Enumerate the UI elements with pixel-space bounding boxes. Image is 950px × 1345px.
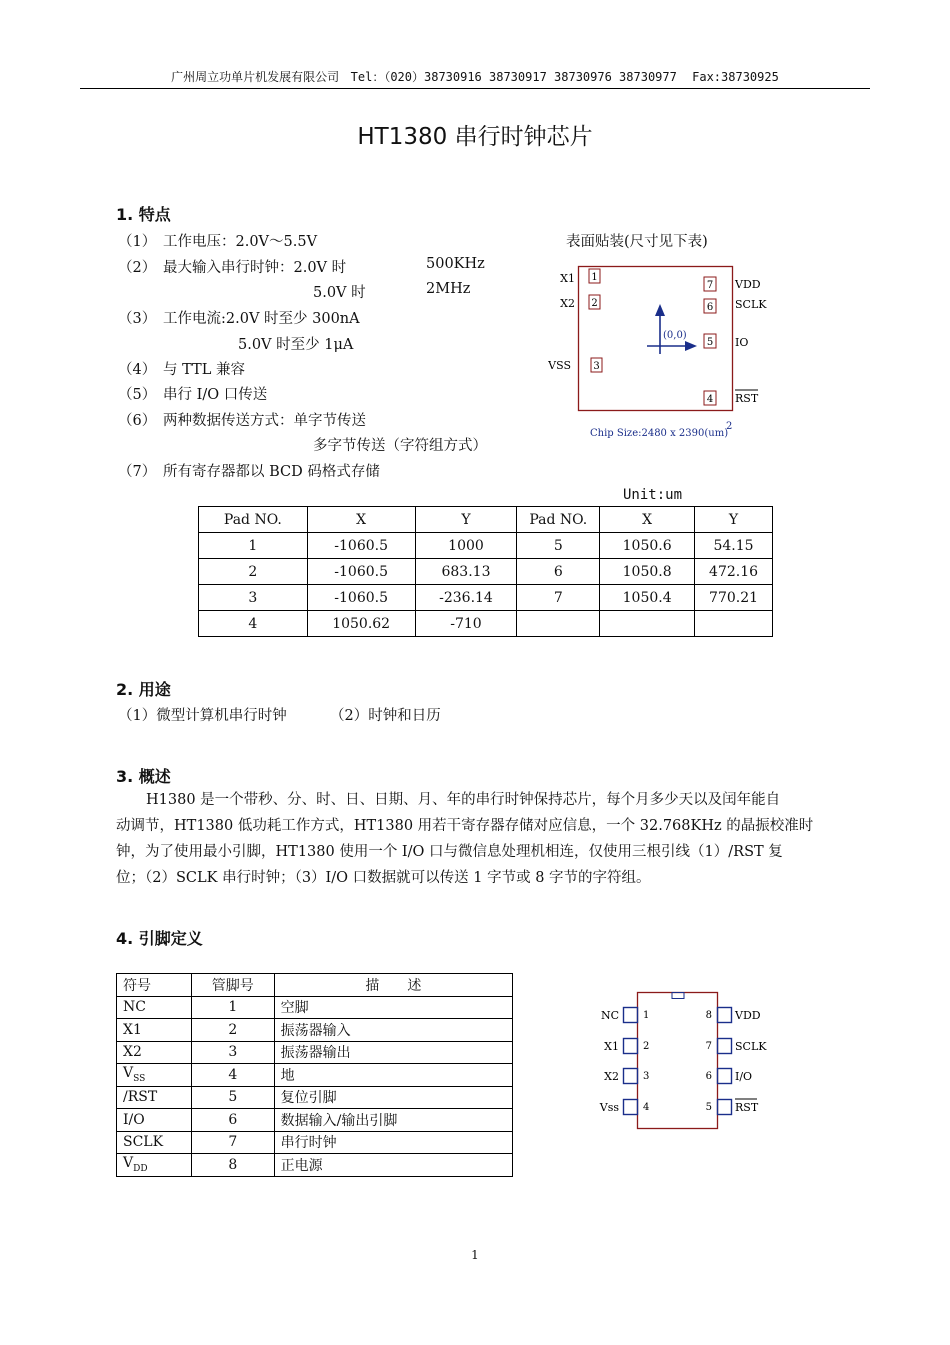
dip-right-label: SCLK — [735, 1040, 767, 1053]
label-vss: VSS — [548, 359, 571, 372]
pin-symbol-text: V — [123, 1065, 134, 1082]
dip-package-diagram — [595, 986, 785, 1136]
pad-7-number: 7 — [706, 280, 714, 291]
dip-right-num: 6 — [705, 1071, 712, 1082]
table-cell: 1000 — [415, 533, 517, 559]
pad-4-number: 4 — [706, 394, 714, 405]
header-rule — [80, 88, 870, 89]
pad-3-number: 3 — [593, 361, 600, 372]
overview-paragraph — [116, 787, 876, 891]
pin-symbol-subscript: SS — [133, 1074, 146, 1085]
pin-number: 1 — [191, 996, 274, 1019]
pin-def-heading: 4. 引脚定义 — [116, 929, 203, 948]
table-row — [117, 1131, 513, 1154]
feature-text: 与 TTL 兼容 — [163, 362, 245, 378]
table-header-row — [117, 974, 513, 997]
pin-number: 3 — [191, 1041, 274, 1064]
table-row — [199, 533, 773, 559]
feature-text: 5.0V 时至少 1μA — [238, 337, 354, 353]
feature-text: 工作电压：2.0V～5.5V — [163, 234, 318, 250]
dip-right-label: I/O — [735, 1070, 753, 1083]
table-row — [117, 1086, 513, 1109]
table-header-row — [199, 507, 773, 533]
pin-description: 振荡器输出 — [274, 1041, 512, 1064]
pin-number: 7 — [191, 1131, 274, 1154]
header-cell: Pad NO. — [199, 507, 308, 533]
pin-symbol-text: V — [123, 1155, 134, 1172]
pin-symbol — [117, 996, 192, 1019]
chip-pad-diagram — [540, 258, 780, 448]
label-sclk: SCLK — [735, 298, 767, 311]
dip-pin-8 — [718, 1008, 732, 1023]
feature-text: 多字节传送（字符组方式） — [313, 438, 487, 454]
dip-right-label: RST — [735, 1101, 759, 1114]
pin-number: 2 — [191, 1019, 274, 1042]
header-cell: Y — [415, 507, 517, 533]
dip-pin-6 — [718, 1069, 732, 1084]
pin-symbol-text: X1 — [123, 1021, 142, 1038]
table-row — [117, 1019, 513, 1042]
pin-symbol — [117, 1064, 192, 1087]
pad-5-number: 5 — [706, 337, 714, 348]
dip-pin-3 — [624, 1069, 638, 1084]
dip-left-num: 3 — [643, 1071, 650, 1082]
dip-pin-2 — [624, 1039, 638, 1054]
pin-description: 串行时钟 — [274, 1131, 512, 1154]
table-row — [117, 1154, 513, 1177]
table-row — [199, 585, 773, 611]
pad-2-number: 2 — [591, 298, 598, 309]
feature-num: （2） — [118, 260, 157, 276]
table-row — [117, 1041, 513, 1064]
pin-description: 空脚 — [274, 996, 512, 1019]
axis-x-arrowhead — [685, 341, 697, 351]
header-cell: 管脚号 — [191, 974, 274, 997]
pad-1-number: 1 — [591, 272, 598, 283]
pin-symbol — [117, 1109, 192, 1132]
features-heading: 1. 特点 — [116, 205, 171, 224]
table-cell: -710 — [415, 611, 517, 637]
pin-number: 4 — [191, 1064, 274, 1087]
dip-left-label: Vss — [599, 1101, 619, 1114]
table-cell — [600, 611, 695, 637]
header-company: 广州周立功单片机发展有限公司 — [171, 70, 340, 84]
dip-pin-1 — [624, 1008, 638, 1023]
feature-value: 2MHz — [426, 281, 471, 297]
header-phone: Tel：（020）38730916 38730917 38730976 38730977 — [350, 70, 677, 84]
usage-item: （2）时钟和日历 — [330, 708, 441, 724]
table-cell: 6 — [517, 559, 600, 585]
pin-symbol — [117, 1131, 192, 1154]
table-cell: 7 — [517, 585, 600, 611]
table-cell: -236.14 — [415, 585, 517, 611]
header-cell: 符号 — [117, 974, 192, 997]
table-cell — [517, 611, 600, 637]
pin-definition-table — [116, 973, 513, 1177]
table-cell: 1050.4 — [600, 585, 695, 611]
feature-text: 两种数据传送方式：单字节传送 — [163, 413, 366, 429]
header-cell: Pad NO. — [517, 507, 600, 533]
feature-num: （4） — [118, 362, 157, 378]
table-row — [199, 559, 773, 585]
pin-symbol-subscript: DD — [133, 1164, 148, 1175]
page-title: HT1380 串行时钟芯片 — [357, 124, 593, 150]
table-cell: 4 — [199, 611, 308, 637]
header-fax: Fax:38730925 — [692, 70, 779, 84]
dip-left-num: 4 — [643, 1102, 650, 1113]
table-cell: -1060.5 — [307, 559, 415, 585]
table-cell: 3 — [199, 585, 308, 611]
pin-description: 数据输入/输出引脚 — [274, 1109, 512, 1132]
pad-6-number: 6 — [706, 302, 714, 313]
chip-diagram-caption: 表面贴装(尺寸见下表) — [566, 234, 708, 250]
table-row — [117, 1064, 513, 1087]
dip-right-num: 5 — [705, 1102, 712, 1113]
origin-label: (0,0) — [663, 330, 687, 341]
label-rst: RST — [735, 392, 759, 405]
pin-symbol — [117, 1019, 192, 1042]
pin-description: 复位引脚 — [274, 1086, 512, 1109]
page-number: 1 — [471, 1248, 479, 1262]
axis-y-arrowhead — [655, 304, 665, 316]
table-cell: -1060.5 — [307, 585, 415, 611]
overview-line: 钟，为了使用最小引脚，HT1380 使用一个 I/O 口与微信息处理机相连，仅使用三根引线（1）/RST 复 — [116, 844, 783, 860]
table-cell: 5 — [517, 533, 600, 559]
pin-description: 地 — [274, 1064, 512, 1087]
label-io: IO — [735, 336, 749, 349]
table-cell: 1 — [199, 533, 308, 559]
overview-line: 动调节，HT1380 低功耗工作方式，HT1380 用若干寄存器存储对应信息，一个 32.768KHz 的晶振校准时 — [116, 818, 814, 834]
pad-table-unit: Unit:um — [623, 487, 683, 503]
pin-symbol-text: NC — [123, 999, 146, 1016]
pin-symbol-text: SCLK — [123, 1134, 164, 1151]
table-cell — [695, 611, 773, 637]
pin-number: 6 — [191, 1109, 274, 1132]
dip-left-label: X2 — [604, 1070, 619, 1083]
feature-text: 5.0V 时 — [313, 285, 366, 301]
pin-symbol — [117, 1086, 192, 1109]
feature-text: 工作电流:2.0V 时至少 300nA — [163, 311, 360, 327]
feature-num: （7） — [118, 464, 157, 480]
header-cell: Y — [695, 507, 773, 533]
chip-size-note: Chip Size:2480 x 2390(um) — [590, 428, 729, 439]
dip-right-num: 7 — [705, 1041, 712, 1052]
header-cell: 描 述 — [274, 974, 512, 997]
table-row — [199, 611, 773, 637]
table-cell: 770.21 — [695, 585, 773, 611]
pin-description: 振荡器输入 — [274, 1019, 512, 1042]
label-x2: X2 — [560, 297, 575, 310]
dip-pin-4 — [624, 1100, 638, 1115]
dip-pin-5 — [718, 1100, 732, 1115]
feature-num: （6） — [118, 413, 157, 429]
dip-left-num: 1 — [643, 1010, 650, 1021]
pin-symbol — [117, 1154, 192, 1177]
table-cell: -1060.5 — [307, 533, 415, 559]
table-cell: 1050.6 — [600, 533, 695, 559]
dip-right-num: 8 — [705, 1010, 712, 1021]
pin-symbol-text: /RST — [123, 1089, 158, 1106]
header-cell: X — [600, 507, 695, 533]
label-x1: X1 — [560, 272, 575, 285]
table-cell: 2 — [199, 559, 308, 585]
dip-left-label: NC — [600, 1009, 619, 1022]
pad-coordinate-table — [198, 506, 773, 637]
dip-notch — [672, 993, 684, 999]
table-cell: 1050.8 — [600, 559, 695, 585]
feature-text: 最大输入串行时钟：2.0V 时 — [163, 260, 347, 276]
dip-left-num: 2 — [643, 1041, 650, 1052]
pin-symbol — [117, 1041, 192, 1064]
pin-number: 5 — [191, 1086, 274, 1109]
pin-description: 正电源 — [274, 1154, 512, 1177]
overview-heading: 3. 概述 — [116, 767, 171, 786]
feature-text: 串行 I/O 口传送 — [163, 387, 268, 403]
pin-symbol-text: X2 — [123, 1044, 142, 1061]
overview-line: H1380 是一个带秒、分、时、日、日期、月、年的串行时钟保持芯片，每个月多少天以及闰年能自 — [146, 792, 781, 808]
table-cell: 472.16 — [695, 559, 773, 585]
dip-left-label: X1 — [604, 1040, 619, 1053]
overview-line: 位；（2）SCLK 串行时钟；（3）I/O 口数据就可以传送 1 字节或 8 字节的字符组。 — [116, 870, 651, 886]
table-cell: 1050.62 — [307, 611, 415, 637]
dip-pin-7 — [718, 1039, 732, 1054]
feature-num: （3） — [118, 311, 157, 327]
table-cell: 54.15 — [695, 533, 773, 559]
usage-heading: 2. 用途 — [116, 680, 171, 699]
table-row — [117, 996, 513, 1019]
pin-symbol-text: I/O — [123, 1111, 145, 1128]
pin-number: 8 — [191, 1154, 274, 1177]
feature-text: 所有寄存器都以 BCD 码格式存储 — [163, 464, 380, 480]
page-header — [0, 68, 950, 85]
label-vdd: VDD — [735, 278, 761, 291]
usage-item: （1）微型计算机串行时钟 — [118, 708, 287, 724]
feature-num: （1） — [118, 234, 157, 250]
feature-num: （5） — [118, 387, 157, 403]
table-cell: 683.13 — [415, 559, 517, 585]
dip-right-label: VDD — [735, 1009, 761, 1022]
feature-value: 500KHz — [426, 256, 485, 272]
header-cell: X — [307, 507, 415, 533]
table-row — [117, 1109, 513, 1132]
chip-side-mark: 2 — [726, 421, 733, 432]
